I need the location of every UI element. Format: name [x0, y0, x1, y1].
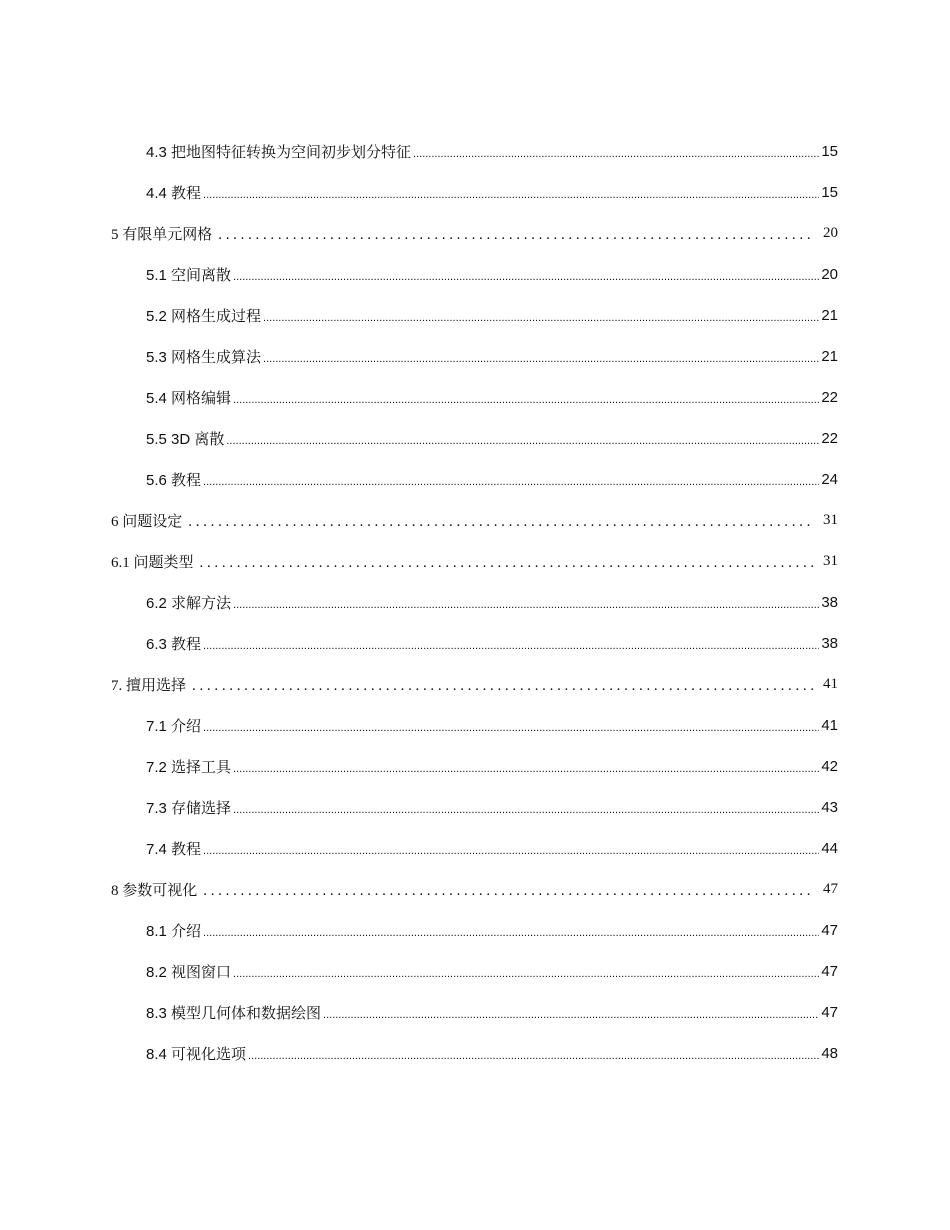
toc-entry-page-number: 20 [821, 266, 838, 283]
toc-entry-page-number: 43 [821, 799, 838, 816]
toc-entry-title: 4.4 教程 [146, 185, 202, 202]
toc-entry-title: 7.2 选择工具 [146, 759, 232, 776]
dot-leader [218, 227, 815, 244]
toc-entry[interactable] [0, 623, 950, 664]
toc-entry[interactable] [0, 705, 950, 746]
dot-leader [192, 678, 815, 695]
toc-entry[interactable] [0, 541, 950, 582]
toc-entry-page-number: 41 [821, 717, 838, 734]
dot-leader [200, 555, 815, 572]
toc-entry[interactable] [0, 1033, 950, 1074]
dot-leader [248, 1050, 819, 1062]
dot-leader [203, 640, 819, 652]
toc-entry-title: 5.5 3D 离散 [146, 431, 225, 448]
dot-leader [233, 804, 819, 816]
toc-entry-page-number: 20 [823, 225, 838, 241]
toc-entry-page-number: 38 [821, 594, 838, 611]
toc-entry[interactable] [0, 910, 950, 951]
toc-entry-title: 6.3 教程 [146, 636, 202, 653]
toc-entry[interactable] [0, 459, 950, 500]
toc-entry-page-number: 15 [821, 143, 838, 160]
dot-leader [233, 271, 819, 283]
dot-leader [203, 883, 815, 900]
toc-entry[interactable] [0, 172, 950, 213]
toc-entry-page-number: 21 [821, 307, 838, 324]
dot-leader [203, 476, 819, 488]
toc-entry-page-number: 21 [821, 348, 838, 365]
dot-leader [263, 353, 819, 365]
toc-entry[interactable] [0, 582, 950, 623]
toc-entry-title: 7. 擅用选择 [111, 678, 187, 694]
toc-entry[interactable] [0, 213, 950, 254]
toc-entry[interactable] [0, 951, 950, 992]
dot-leader [263, 312, 819, 324]
toc-entry-page-number: 31 [823, 553, 838, 569]
toc-entry-page-number: 44 [821, 840, 838, 857]
toc-entry-page-number: 22 [821, 389, 838, 406]
toc-entry-title: 8.4 可视化选项 [146, 1046, 247, 1063]
toc-entry-page-number: 48 [821, 1045, 838, 1062]
toc-entry[interactable] [0, 746, 950, 787]
toc-entry-title: 6 问题设定 [111, 514, 183, 530]
toc-entry-page-number: 22 [821, 430, 838, 447]
table-of-contents [0, 131, 950, 1074]
toc-entry-page-number: 47 [823, 881, 838, 897]
dot-leader [188, 514, 815, 531]
toc-entry-title: 8.3 模型几何体和数据绘图 [146, 1005, 322, 1022]
dot-leader [233, 394, 819, 406]
dot-leader [233, 763, 819, 775]
toc-entry-page-number: 15 [821, 184, 838, 201]
toc-entry[interactable] [0, 869, 950, 910]
toc-entry-page-number: 47 [821, 1004, 838, 1021]
toc-entry-page-number: 41 [823, 676, 838, 692]
dot-leader [226, 435, 819, 447]
dot-leader [203, 722, 819, 734]
dot-leader [413, 148, 819, 160]
toc-entry[interactable] [0, 131, 950, 172]
toc-entry-title: 6.1 问题类型 [111, 555, 194, 571]
toc-entry-title: 5.6 教程 [146, 472, 202, 489]
toc-entry[interactable] [0, 664, 950, 705]
toc-entry-title: 8 参数可视化 [111, 883, 198, 899]
toc-entry-page-number: 47 [821, 963, 838, 980]
dot-leader [233, 968, 819, 980]
toc-entry-title: 6.2 求解方法 [146, 595, 232, 612]
toc-entry[interactable] [0, 500, 950, 541]
dot-leader [203, 845, 819, 857]
toc-entry[interactable] [0, 418, 950, 459]
toc-entry[interactable] [0, 254, 950, 295]
dot-leader [323, 1009, 819, 1021]
dot-leader [203, 189, 819, 201]
toc-entry[interactable] [0, 787, 950, 828]
toc-entry[interactable] [0, 295, 950, 336]
toc-entry-title: 5.3 网格生成算法 [146, 349, 262, 366]
toc-entry-page-number: 24 [821, 471, 838, 488]
toc-entry-page-number: 42 [821, 758, 838, 775]
toc-entry[interactable] [0, 828, 950, 869]
toc-entry-title: 5.4 网格编辑 [146, 390, 232, 407]
toc-entry-title: 7.4 教程 [146, 841, 202, 858]
toc-entry[interactable] [0, 336, 950, 377]
toc-entry-title: 4.3 把地图特征转换为空间初步划分特征 [146, 144, 412, 161]
dot-leader [203, 927, 819, 939]
toc-entry-title: 8.1 介绍 [146, 923, 202, 940]
toc-entry-title: 5 有限单元网格 [111, 227, 213, 243]
toc-entry[interactable] [0, 992, 950, 1033]
toc-entry-title: 7.3 存储选择 [146, 800, 232, 817]
dot-leader [233, 599, 819, 611]
toc-entry-page-number: 47 [821, 922, 838, 939]
toc-entry-page-number: 38 [821, 635, 838, 652]
toc-entry-title: 8.2 视图窗口 [146, 964, 232, 981]
toc-entry-title: 7.1 介绍 [146, 718, 202, 735]
toc-entry-title: 5.1 空间离散 [146, 267, 232, 284]
toc-entry-title: 5.2 网格生成过程 [146, 308, 262, 325]
toc-entry-page-number: 31 [823, 512, 838, 528]
toc-entry[interactable] [0, 377, 950, 418]
